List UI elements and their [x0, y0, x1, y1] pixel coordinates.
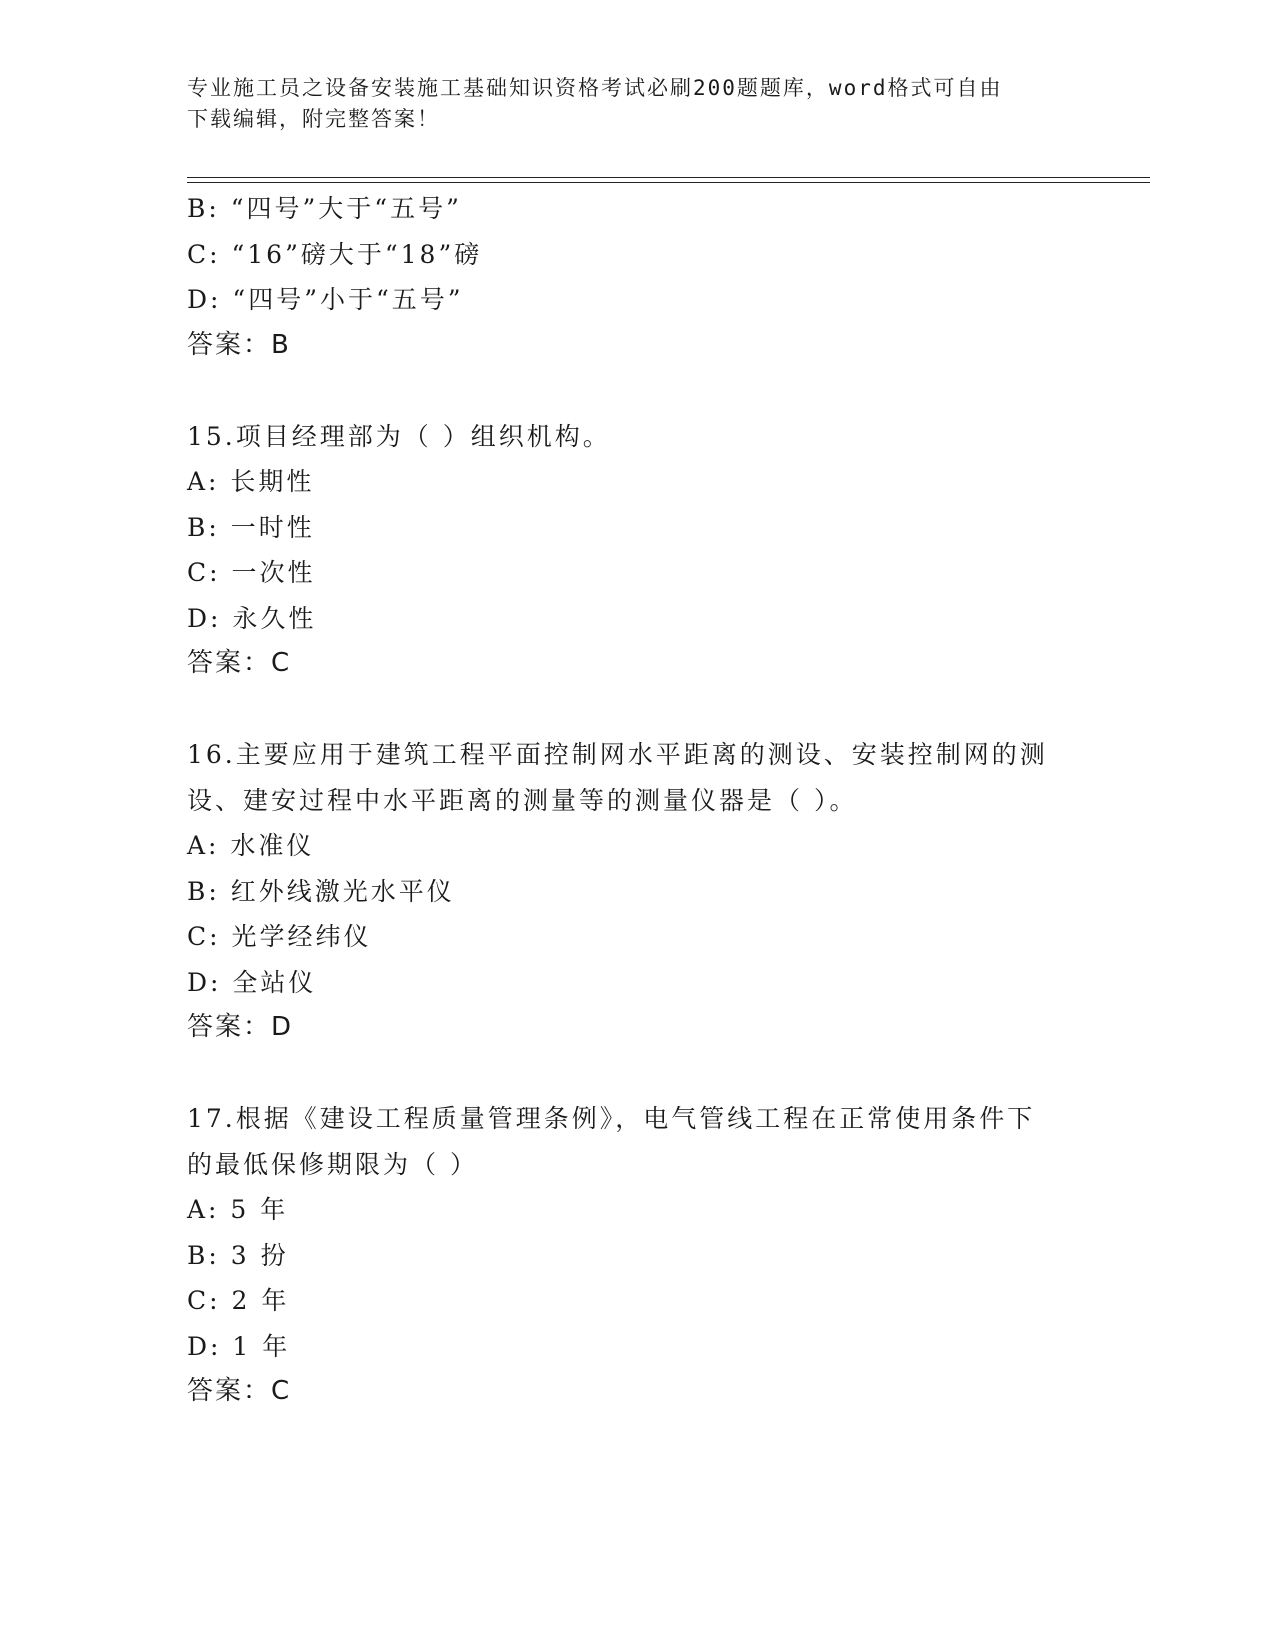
- question-stem-line-1: 17.根据《建设工程质量管理条例》，电气管线工程在正常使用条件下: [187, 1104, 1036, 1133]
- option-b: B: “四号”大于“五号”: [187, 194, 462, 223]
- option-a: A: 长期性: [187, 467, 315, 496]
- spacer: [187, 368, 1087, 414]
- question-15: [187, 414, 1087, 687]
- answer-line: 答案：D: [187, 1012, 294, 1042]
- document-header: [187, 73, 1087, 135]
- option-c: C: 2 年: [187, 1286, 290, 1315]
- option-b: B: 3 扮: [187, 1240, 289, 1270]
- header-line-2: 下载编辑，附完整答案！: [187, 107, 440, 131]
- header-divider-top: [187, 177, 1150, 178]
- question-list: [187, 186, 1087, 1415]
- option-d: D: “四号”小于“五号”: [187, 285, 464, 314]
- option-d: D: 永久性: [187, 603, 317, 633]
- question-17: [187, 1096, 1087, 1415]
- option-c: C: “16”磅大于“18”磅: [187, 239, 483, 269]
- question-14-continued: [187, 186, 1087, 368]
- answer-line: 答案：C: [187, 1376, 292, 1406]
- question-stem-line-2: 设、建安过程中水平距离的测量等的测量仪器是（ ）。: [187, 785, 858, 815]
- option-c: C: 光学经纬仪: [187, 922, 372, 951]
- question-stem-line-2: 的最低保修期限为（ ）: [187, 1149, 478, 1179]
- option-a: A: 5 年: [187, 1195, 289, 1224]
- question-16: [187, 732, 1087, 1051]
- answer-line: 答案：C: [187, 648, 292, 678]
- option-d: D: 全站仪: [187, 967, 317, 997]
- header-line-1: 专业施工员之设备安装施工基础知识资格考试必刷200题题库，word格式可自由: [187, 76, 1003, 100]
- option-b: B: 红外线激光水平仪: [187, 876, 455, 906]
- option-a: A: 水准仪: [187, 831, 315, 860]
- spacer: [187, 1051, 1087, 1097]
- option-c: C: 一次性: [187, 558, 316, 587]
- header-divider-bottom: [187, 182, 1150, 183]
- question-stem-line-1: 16.主要应用于建筑工程平面控制网水平距离的测设、安装控制网的测: [187, 740, 1048, 769]
- option-b: B: 一时性: [187, 512, 315, 542]
- spacer: [187, 687, 1087, 733]
- option-d: D: 1 年: [187, 1331, 291, 1361]
- answer-line: 答案：B: [187, 329, 291, 360]
- question-stem: 15.项目经理部为（ ）组织机构。: [187, 421, 611, 451]
